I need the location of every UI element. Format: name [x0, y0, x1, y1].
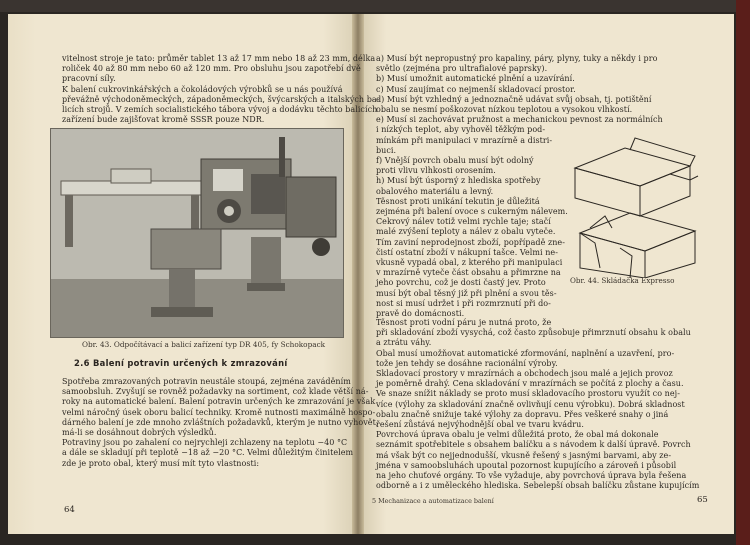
text-line: mínkám při manipulaci v mrazírně a distri- [376, 135, 553, 145]
left-page-number: 64 [64, 505, 75, 515]
text-line: řešení zůstává nejvýhodnější obal ve tvaru kvádru. [376, 420, 584, 430]
text-line: obalu značně snižuje také výlohy za dopravu. Přes veškeré snahy o jiná [376, 409, 669, 419]
text-line: i nízkých teplot, aby vyhověl těžkým pod- [376, 125, 546, 135]
text-line: na jeho chuťové orgány. To vše vyžaduje, aby povrchová úprava byla řešena [376, 471, 687, 481]
text-line: licích strojů. V zemích socialistického tábora vývoj a dodávku těchto balicích [62, 105, 378, 115]
figure-43-caption: Obr. 43. Odpočítávací a balicí zařízení typ DR 405, fy Schokopack [82, 340, 326, 349]
text-line: roky na automatické balení. Balení potravin určených ke zmrazování je však [62, 397, 376, 407]
text-line: má-li se dosáhnout dobrých výsledků. [62, 428, 217, 438]
text-line: Povrchová úprava obalu je velmi důležitá proto, že obal má dokonale [376, 430, 659, 440]
machine-photo [50, 128, 344, 338]
text-line: Tím zaviní neprodejnost zboží, popřípadě zne- [376, 237, 565, 247]
text-line: a dále se skladují při teplotě −18 až −20 °C. Velmi důležitým činitelem [62, 448, 354, 458]
text-line: dárného balení je zde mnoho zvláštních požadavků, kterým je nutno vyhovět, [62, 417, 379, 427]
text-line: seznámit spotřebitele s obsahem balíčku a s návodem k další úpravě. Povrch [376, 440, 691, 450]
text-line: nost si musí udržet i při rozmrznutí při do- [376, 298, 551, 308]
text-line: tože jen tehdy se dosáhne racionální výroby. [376, 358, 558, 368]
text-line: buci. [376, 145, 397, 155]
text-line: h) Musí být úsporný z hlediska spotřeby [376, 176, 541, 186]
text-line: Spotřeba zmrazovaných potravin neustále stoupá, zejména zaváděním [62, 377, 351, 386]
right-page-number: 65 [697, 495, 708, 505]
text-line: Obal musí umožňovat automatické zformování, naplnění a uzavření, pro- [376, 348, 675, 358]
text-line: převážně východoněmeckých, západoněmeckých, švýcarských a italských ba- [62, 94, 380, 104]
text-line: obalu se nesmí poškozovat nízkou teplotou a vysokou vlhkostí. [376, 105, 633, 115]
text-line: v mrazírně vyteče část obsahu a přimrzne na [376, 268, 561, 278]
text-line: d) Musí být vzhledný a jednoznačně udávat svůj obsah, tj. potištění [376, 94, 652, 104]
text-line: musí být obal těsný již při plnění a svou těs- [376, 288, 557, 298]
figure-44-caption: Obr. 44. Skládačka Expresso [570, 276, 675, 285]
text-line: c) Musí zaujímat co nejmenší skladovací prostor. [376, 84, 576, 94]
text-line: více (výlohy za skladování značně ovlivňují cenu výrobku). Dobrá skladnost [376, 399, 685, 409]
text-line: Cekrový nálev totiž velmi rychle taje; stačí [376, 217, 551, 227]
text-line: je poměrně drahý. Cena skladování v mrazírnách se počítá z plochy a času. [376, 379, 684, 389]
book-cover-top [0, 0, 750, 12]
text-line: pracovní síly. [62, 74, 116, 84]
text-line: Potraviny jsou po zahalení co nejrychleji zchlazeny na teplotu −40 °C [62, 438, 348, 448]
text-line: čistí ostatní zboží v nákupní tašce. Velmi ne- [376, 247, 558, 257]
text-line: proti vlivu vlhkosti orosením. [376, 166, 496, 176]
text-line: jména v samoobsluhách upoutal pozornost kupujícího a zároveň i působil [376, 460, 677, 470]
text-line: velmi náročný úsek oboru balicí techniky. Kromě nutnosti maximálně hospo- [62, 407, 376, 417]
book-cover-edge [736, 0, 750, 545]
folding-box-drawing [570, 128, 720, 278]
text-line: vkusně vypadá obal, z kterého při manipulaci [376, 258, 563, 268]
text-line: pravě do domácnosti. [376, 309, 465, 319]
text-line: odborně a i z uměleckého hlediska. Sebelepší obsah balíčku zůstane kupujícím [376, 481, 700, 491]
text-line: má však být co nejjednodušší, vkusně řešený s jasnými barvami, aby ze- [376, 450, 672, 460]
text-line: světlo (zejména pro ultrafialové paprsky). [376, 64, 548, 74]
left-body-text [62, 377, 378, 469]
text-line: e) Musí si zachovávat pružnost a mechanickou pevnost za normálních [376, 115, 663, 125]
text-line: zejména při balení ovoce s cukerným nálevem. [376, 207, 568, 217]
text-line: samoobsluh. Zvyšují se rovněž požadavky na sortiment, což klade větší ná- [62, 387, 369, 397]
text-line: malé zvýšení teploty a nálev z obalu vyteče. [376, 227, 556, 237]
left-intro-text [62, 54, 379, 125]
text-line: vitelnost stroje je tato: průměr tablet 13 až 17 mm nebo 18 až 23 mm, délka [62, 54, 376, 63]
text-line: při skladování zboží vysychá, což často způsobuje přimrznutí obsahu k obalu [376, 328, 691, 338]
packaging-machine-illustration [51, 129, 343, 337]
text-line: b) Musí umožnit automatické plnění a uzavírání. [376, 74, 575, 84]
text-line: zařízení bude zajišťovat kromě SSSR pouze NDR. [62, 115, 265, 125]
text-line: a ztrátu váhy. [376, 338, 432, 348]
text-line: roliček 40 až 80 mm nebo 60 až 120 mm. Pro obsluhu jsou zapotřebí dvě [62, 64, 361, 74]
text-line: zde je proto obal, který musí mít tyto vlastnosti: [62, 458, 260, 468]
text-line: Těsnost proti vodní páru je nutná proto, že [376, 318, 552, 327]
text-line: Skladovací prostory v mrazírnách a obchodech jsou malé a jejich provoz [376, 369, 673, 379]
text-line: obalového materiálu a levný. [376, 186, 494, 196]
text-line: jeho povrchu, což je dosti častý jev. Proto [376, 278, 546, 288]
right-bottom-text [376, 318, 699, 491]
right-page-footer: 5 Mechanizace a automatizace balení [372, 497, 494, 505]
text-line: a) Musí být nepropustný pro kapaliny, páry, plyny, tuky a někdy i pro [376, 54, 658, 63]
text-line: Těsnost proti unikání tekutin je důležitá [376, 196, 540, 206]
text-line: Ve snaze snížit náklady se proto musí skladovacího prostoru využít co nej- [376, 389, 680, 399]
text-line: f) Vnější povrch obalu musí být odolný [376, 156, 534, 166]
section-heading: 2.6 Balení potravin určených k zmrazování [74, 358, 288, 368]
text-line: K balení cukrovinkářských a čokoládových výrobků se u nás používá [62, 84, 343, 94]
